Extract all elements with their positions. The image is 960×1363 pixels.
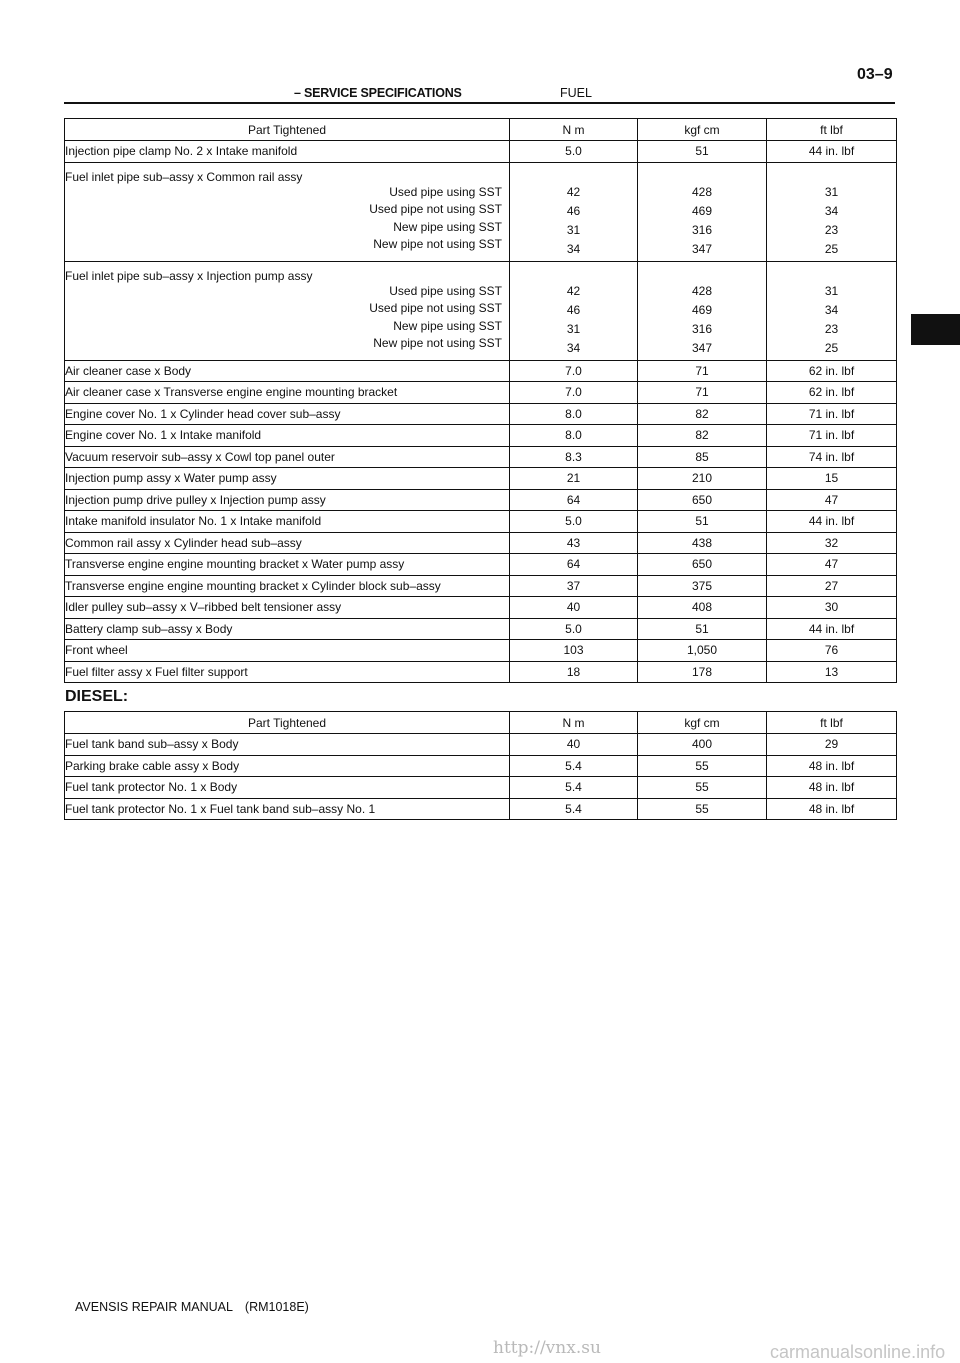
section-tab-marker xyxy=(911,314,960,345)
kgf-cell: 82 xyxy=(638,403,767,425)
diesel-spec-table xyxy=(64,711,897,820)
part-cell: Air cleaner case x Transverse engine engine mounting bracket xyxy=(65,382,510,404)
part-cell: Engine cover No. 1 x Cylinder head cover sub–assy xyxy=(65,403,510,425)
part-cell: Vacuum reservoir sub–assy x Cowl top panel outer xyxy=(65,446,510,468)
ftlbf-value: 23 xyxy=(824,222,839,237)
kgf-cell: 400 xyxy=(638,734,767,756)
part-cell: Fuel tank protector No. 1 x Body xyxy=(65,777,510,799)
nm-value: 42 xyxy=(566,283,581,298)
part-condition: Used pipe not using SST xyxy=(369,301,502,315)
table-row xyxy=(65,468,897,490)
ftlbf-cell: 48 in. lbf xyxy=(767,798,897,820)
part-cell: Transverse engine engine mounting bracket x Cylinder block sub–assy xyxy=(65,575,510,597)
ftlbf-cell: 44 in. lbf xyxy=(767,511,897,533)
part-title: Fuel inlet pipe sub–assy x Injection pump assy xyxy=(65,268,313,283)
kgf-cell: 71 xyxy=(638,360,767,382)
manual-code: (RM1018E) xyxy=(244,1300,309,1314)
part-cell: Engine cover No. 1 x Intake manifold xyxy=(65,425,510,447)
nm-cell: 5.0 xyxy=(510,141,638,163)
nm-value: 34 xyxy=(566,241,581,256)
kgf-cell: 51 xyxy=(638,141,767,163)
kgf-value: 469 xyxy=(691,203,713,218)
ftlbf-cell: 74 in. lbf xyxy=(767,446,897,468)
table-row xyxy=(65,777,897,799)
kgf-cell: 438 xyxy=(638,532,767,554)
kgf-value: 316 xyxy=(691,222,713,237)
part-cell: Transverse engine engine mounting bracket x Water pump assy xyxy=(65,554,510,576)
ftlbf-cell xyxy=(767,162,897,261)
table-row xyxy=(65,640,897,662)
ftlbf-value: 31 xyxy=(824,283,839,298)
table-row xyxy=(65,661,897,683)
kgf-value: 347 xyxy=(691,340,713,355)
table-row xyxy=(65,511,897,533)
nm-cell: 5.4 xyxy=(510,777,638,799)
table-header-row xyxy=(65,119,897,141)
nm-cell: 103 xyxy=(510,640,638,662)
nm-cell: 40 xyxy=(510,734,638,756)
nm-cell: 43 xyxy=(510,532,638,554)
ftlbf-value: 23 xyxy=(824,321,839,336)
table-row xyxy=(65,734,897,756)
col-header-ftlbf: ft lbf xyxy=(767,712,897,734)
kgf-cell: 210 xyxy=(638,468,767,490)
part-condition: New pipe using SST xyxy=(393,219,502,234)
part-cell: Fuel tank band sub–assy x Body xyxy=(65,734,510,756)
nm-cell: 37 xyxy=(510,575,638,597)
nm-cell: 5.0 xyxy=(510,618,638,640)
table-body xyxy=(65,734,897,820)
ftlbf-cell: 29 xyxy=(767,734,897,756)
nm-cell: 21 xyxy=(510,468,638,490)
kgf-value: 428 xyxy=(691,184,713,199)
table-row xyxy=(65,532,897,554)
table-row xyxy=(65,554,897,576)
part-cell: Injection pipe clamp No. 2 x Intake manifold xyxy=(65,141,510,163)
nm-cell: 5.4 xyxy=(510,798,638,820)
col-header-part: Part Tightened xyxy=(65,712,510,734)
table-row xyxy=(65,446,897,468)
part-cell: Front wheel xyxy=(65,640,510,662)
nm-value: 34 xyxy=(566,340,581,355)
nm-value: 31 xyxy=(566,321,581,336)
nm-value: 42 xyxy=(566,184,581,199)
ftlbf-cell: 30 xyxy=(767,597,897,619)
col-header-part: Part Tightened xyxy=(65,119,510,141)
ftlbf-value: 25 xyxy=(824,241,839,256)
ftlbf-cell: 71 in. lbf xyxy=(767,425,897,447)
ftlbf-cell: 62 in. lbf xyxy=(767,360,897,382)
kgf-cell: 375 xyxy=(638,575,767,597)
torque-spec-table xyxy=(64,118,897,683)
part-cell: Fuel tank protector No. 1 x Fuel tank band sub–assy No. 1 xyxy=(65,798,510,820)
subsection-title: FUEL xyxy=(560,86,592,100)
kgf-value: 316 xyxy=(691,321,713,336)
part-cell: Air cleaner case x Body xyxy=(65,360,510,382)
ftlbf-cell: 47 xyxy=(767,489,897,511)
table-row-multi xyxy=(65,162,897,261)
part-cell: Parking brake cable assy x Body xyxy=(65,755,510,777)
part-condition: Used pipe not using SST xyxy=(369,202,502,216)
nm-cell: 8.0 xyxy=(510,425,638,447)
page-header xyxy=(64,84,895,104)
nm-cell: 18 xyxy=(510,661,638,683)
nm-cell: 8.0 xyxy=(510,403,638,425)
ftlbf-cell xyxy=(767,261,897,360)
part-condition: Used pipe using SST xyxy=(389,283,502,298)
nm-cell: 7.0 xyxy=(510,382,638,404)
ftlbf-cell: 47 xyxy=(767,554,897,576)
nm-value: 46 xyxy=(566,302,581,317)
ftlbf-cell: 62 in. lbf xyxy=(767,382,897,404)
ftlbf-cell: 48 in. lbf xyxy=(767,755,897,777)
ftlbf-value: 31 xyxy=(824,184,839,199)
col-header-nm: N m xyxy=(510,119,638,141)
table-row xyxy=(65,575,897,597)
table-row xyxy=(65,360,897,382)
nm-cell: 8.3 xyxy=(510,446,638,468)
col-header-kgf: kgf cm xyxy=(638,712,767,734)
part-condition: New pipe not using SST xyxy=(373,336,502,350)
ftlbf-cell: 71 in. lbf xyxy=(767,403,897,425)
kgf-cell: 51 xyxy=(638,511,767,533)
nm-cell: 64 xyxy=(510,489,638,511)
kgf-value: 347 xyxy=(691,241,713,256)
col-header-kgf: kgf cm xyxy=(638,119,767,141)
col-header-nm: N m xyxy=(510,712,638,734)
site-watermark: carmanualsonline.info xyxy=(770,1342,946,1362)
kgf-cell: 51 xyxy=(638,618,767,640)
ftlbf-cell: 48 in. lbf xyxy=(767,777,897,799)
ftlbf-cell: 13 xyxy=(767,661,897,683)
part-cell: Common rail assy x Cylinder head sub–assy xyxy=(65,532,510,554)
col-header-ftlbf: ft lbf xyxy=(767,119,897,141)
table-row xyxy=(65,425,897,447)
kgf-cell: 1,050 xyxy=(638,640,767,662)
ftlbf-cell: 27 xyxy=(767,575,897,597)
table-row xyxy=(65,798,897,820)
page-footer xyxy=(75,1300,309,1314)
part-title: Fuel inlet pipe sub–assy x Common rail assy xyxy=(65,169,303,184)
table-row xyxy=(65,382,897,404)
nm-cell: 5.0 xyxy=(510,511,638,533)
kgf-cell: 55 xyxy=(638,755,767,777)
part-cell: Injection pump drive pulley x Injection pump assy xyxy=(65,489,510,511)
table-body xyxy=(65,360,897,683)
nm-value: 46 xyxy=(566,203,581,218)
table-row-multi xyxy=(65,261,897,360)
ftlbf-cell: 44 in. lbf xyxy=(767,141,897,163)
section-title: – SERVICE SPECIFICATIONS xyxy=(294,86,462,100)
kgf-cell: 178 xyxy=(638,661,767,683)
ftlbf-cell: 44 in. lbf xyxy=(767,618,897,640)
ftlbf-cell: 15 xyxy=(767,468,897,490)
page-number: 03–9 xyxy=(857,66,893,83)
nm-cell xyxy=(510,162,638,261)
kgf-cell: 55 xyxy=(638,777,767,799)
part-cell xyxy=(65,162,510,261)
kgf-cell: 85 xyxy=(638,446,767,468)
ftlbf-cell: 76 xyxy=(767,640,897,662)
part-cell: Intake manifold insulator No. 1 x Intake manifold xyxy=(65,511,510,533)
ftlbf-value: 34 xyxy=(824,203,839,218)
kgf-cell: 650 xyxy=(638,554,767,576)
ftlbf-value: 34 xyxy=(824,302,839,317)
table-row xyxy=(65,403,897,425)
table-row xyxy=(65,141,897,163)
ftlbf-value: 25 xyxy=(824,340,839,355)
part-condition: Used pipe using SST xyxy=(389,184,502,199)
kgf-cell: 650 xyxy=(638,489,767,511)
nm-value: 31 xyxy=(566,222,581,237)
nm-cell: 64 xyxy=(510,554,638,576)
kgf-cell xyxy=(638,162,767,261)
nm-cell: 5.4 xyxy=(510,755,638,777)
manual-title: AVENSIS REPAIR MANUAL xyxy=(75,1300,233,1314)
kgf-cell: 71 xyxy=(638,382,767,404)
diesel-section-label: DIESEL: xyxy=(65,688,129,705)
part-cell: Fuel filter assy x Fuel filter support xyxy=(65,661,510,683)
table-header-row xyxy=(65,712,897,734)
part-cell: Injection pump assy x Water pump assy xyxy=(65,468,510,490)
part-condition: New pipe using SST xyxy=(393,318,502,333)
table-row xyxy=(65,489,897,511)
kgf-cell: 408 xyxy=(638,597,767,619)
kgf-value: 469 xyxy=(691,302,713,317)
kgf-cell: 55 xyxy=(638,798,767,820)
part-cell: Battery clamp sub–assy x Body xyxy=(65,618,510,640)
kgf-value: 428 xyxy=(691,283,713,298)
kgf-cell xyxy=(638,261,767,360)
part-condition: New pipe not using SST xyxy=(373,237,502,251)
table-row xyxy=(65,755,897,777)
table-row xyxy=(65,618,897,640)
part-cell: Idler pulley sub–assy x V–ribbed belt tensioner assy xyxy=(65,597,510,619)
kgf-cell: 82 xyxy=(638,425,767,447)
part-cell xyxy=(65,261,510,360)
table-row xyxy=(65,597,897,619)
ftlbf-cell: 32 xyxy=(767,532,897,554)
nm-cell: 7.0 xyxy=(510,360,638,382)
nm-cell xyxy=(510,261,638,360)
watermark-link[interactable]: http://vnx.su xyxy=(493,1338,601,1358)
nm-cell: 40 xyxy=(510,597,638,619)
